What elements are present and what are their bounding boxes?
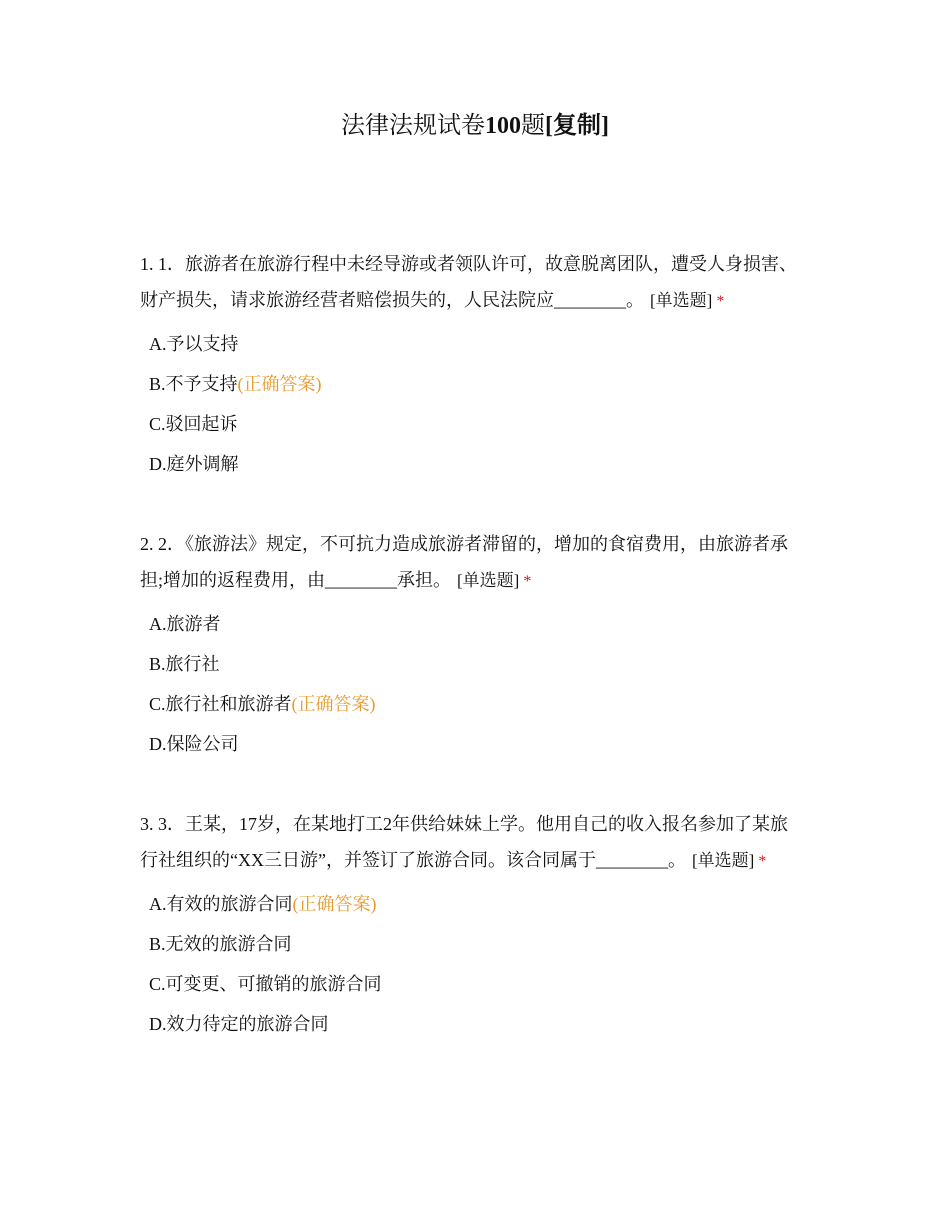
option-c[interactable] <box>140 404 805 444</box>
question-text: 《旅游法》规定，不可抗力造成旅游者滞留的，增加的食宿费用，由旅游者承担;增加的返程费用，由________承担。 <box>140 534 788 590</box>
option-c[interactable] <box>140 964 805 1004</box>
option-label: C.驳回起诉 <box>149 414 238 434</box>
option-label: D.效力待定的旅游合同 <box>149 1014 329 1034</box>
question-number: 3. 3． <box>140 814 185 834</box>
option-b[interactable] <box>140 644 805 684</box>
option-label: D.庭外调解 <box>149 454 239 474</box>
question-text: 王某，17岁，在某地打工2年供给妹妹上学。他用自己的收入报名参加了某旅行社组织的“XX三日游”，并签订了旅游合同。该合同属于________。 <box>140 814 788 870</box>
option-label: A.予以支持 <box>149 334 239 354</box>
option-label: C.可变更、可撤销的旅游合同 <box>149 974 382 994</box>
option-d[interactable] <box>140 724 805 764</box>
title-number: 100 <box>485 113 521 139</box>
option-label: A.旅游者 <box>149 614 221 634</box>
required-mark: * <box>716 293 725 310</box>
option-d[interactable] <box>140 1004 805 1044</box>
option-label: B.无效的旅游合同 <box>149 934 292 954</box>
question-number: 1. 1． <box>140 254 185 274</box>
correct-answer-tag: (正确答案) <box>291 694 376 714</box>
option-label: D.保险公司 <box>149 734 239 754</box>
option-c[interactable] <box>140 684 805 724</box>
page-title <box>0 108 950 144</box>
question-type: [单选题] <box>691 851 755 870</box>
option-list <box>140 324 805 484</box>
question-type: [单选题] <box>457 571 520 590</box>
question-2 <box>140 526 805 764</box>
option-list <box>140 884 805 1044</box>
option-d[interactable] <box>140 444 805 484</box>
title-copy-tag: [复制] <box>545 113 609 139</box>
option-a[interactable] <box>140 604 805 644</box>
question-1 <box>140 246 805 484</box>
question-3 <box>140 806 805 1044</box>
option-label: A.有效的旅游合同 <box>149 894 293 914</box>
required-mark: * <box>758 853 767 870</box>
correct-answer-tag: (正确答案) <box>237 374 322 394</box>
option-a[interactable] <box>140 884 805 924</box>
option-label: C.旅行社和旅游者 <box>149 694 292 714</box>
question-stem <box>140 806 805 880</box>
option-b[interactable] <box>140 924 805 964</box>
option-b[interactable] <box>140 364 805 404</box>
required-mark: * <box>523 573 532 590</box>
question-stem <box>140 246 805 320</box>
option-a[interactable] <box>140 324 805 364</box>
option-list <box>140 604 805 764</box>
option-label: B.旅行社 <box>149 654 220 674</box>
question-text: 旅游者在旅游行程中未经导游或者领队许可，故意脱离团队，遭受人身损害、财产损失，请求旅游经营者赔偿损失的，人民法院应________。 <box>140 254 797 310</box>
correct-answer-tag: (正确答案) <box>292 894 377 914</box>
question-number: 2. 2． <box>140 534 185 554</box>
title-text: 法律法规试卷 <box>341 113 485 139</box>
question-stem <box>140 526 805 600</box>
title-suffix: 题 <box>521 113 545 139</box>
question-type: [单选题] <box>650 291 713 310</box>
option-label: B.不予支持 <box>149 374 238 394</box>
